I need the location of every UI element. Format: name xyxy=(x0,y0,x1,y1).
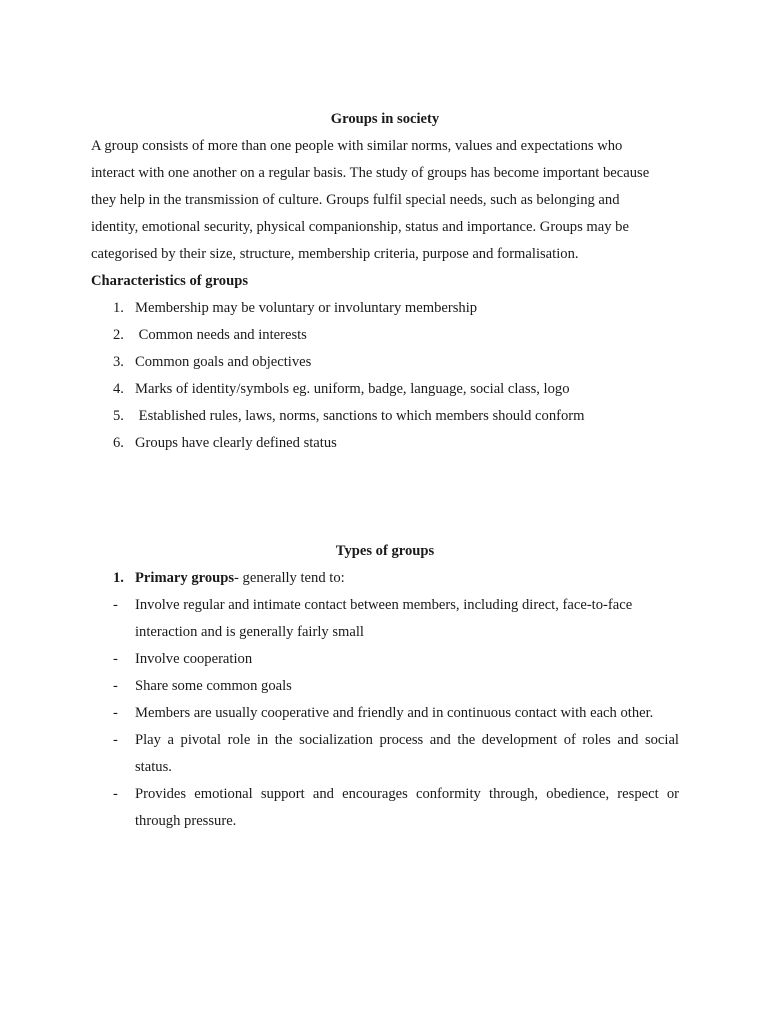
list-item-text: Common goals and objectives xyxy=(135,354,312,370)
intro-line: identity, emotional security, physical companionship, status and importance. Groups may be xyxy=(91,219,629,235)
list-item-line: Play a pivotal role in the socialization process and the development of roles and social xyxy=(135,732,679,748)
list-item xyxy=(91,700,679,727)
primary-groups-suffix: - generally tend to: xyxy=(234,570,345,586)
list-item-text: Groups have clearly defined status xyxy=(135,435,337,451)
list-item-line: Share some common goals xyxy=(135,678,292,694)
list-number: 1. xyxy=(113,300,124,316)
intro-line: A group consists of more than one people with similar norms, values and expectations who xyxy=(91,138,623,154)
list-number: 5. xyxy=(113,408,124,424)
intro-paragraph xyxy=(91,133,679,268)
list-item xyxy=(91,295,679,322)
intro-line: they help in the transmission of culture. Groups fulfil special needs, such as belonging and xyxy=(91,192,620,208)
list-dash: - xyxy=(113,678,118,694)
list-number: 2. xyxy=(113,327,124,343)
intro-line: categorised by their size, structure, membership criteria, purpose and formalisation. xyxy=(91,246,579,262)
document-body xyxy=(91,106,679,835)
list-number: 1. xyxy=(113,570,124,586)
list-item xyxy=(91,781,679,835)
list-item-line: Members are usually cooperative and friendly and in continuous contact with each other. xyxy=(135,705,654,721)
primary-groups-heading xyxy=(91,565,679,592)
list-item xyxy=(91,592,679,646)
primary-groups-label: Primary groups xyxy=(135,570,235,586)
list-item-text: Membership may be voluntary or involuntary membership xyxy=(135,300,478,316)
section-spacer xyxy=(91,457,679,538)
list-item-line: Provides emotional support and encourages conformity through, obedience, respect or xyxy=(135,786,679,802)
list-item xyxy=(91,673,679,700)
list-item-line: status. xyxy=(135,759,172,775)
list-item xyxy=(91,727,679,781)
list-dash: - xyxy=(113,732,118,748)
list-item-text: Marks of identity/symbols eg. uniform, badge, language, social class, logo xyxy=(135,381,570,397)
list-item-line: interaction and is generally fairly small xyxy=(135,624,364,640)
intro-line: interact with one another on a regular basis. The study of groups has become important because xyxy=(91,165,650,181)
primary-groups-list xyxy=(91,592,679,835)
list-item xyxy=(91,430,679,457)
list-dash: - xyxy=(113,597,118,613)
list-item xyxy=(91,376,679,403)
types-heading: Types of groups xyxy=(335,543,435,559)
list-item xyxy=(91,403,679,430)
list-item xyxy=(91,349,679,376)
list-number: 4. xyxy=(113,381,124,397)
list-dash: - xyxy=(113,786,118,802)
list-dash: - xyxy=(113,705,118,721)
list-item-line: through pressure. xyxy=(135,813,237,829)
list-number: 6. xyxy=(113,435,124,451)
list-item-text: Common needs and interests xyxy=(135,327,307,343)
list-dash: - xyxy=(113,651,118,667)
list-number: 3. xyxy=(113,354,124,370)
list-item xyxy=(91,322,679,349)
list-item-text: Established rules, laws, norms, sanctions to which members should conform xyxy=(135,408,585,424)
list-item-line: Involve regular and intimate contact between members, including direct, face-to-face xyxy=(135,597,633,613)
characteristics-list xyxy=(91,295,679,457)
page-title: Groups in society xyxy=(330,111,440,127)
list-item xyxy=(91,646,679,673)
list-item-line: Involve cooperation xyxy=(135,651,253,667)
characteristics-heading: Characteristics of groups xyxy=(91,273,248,289)
